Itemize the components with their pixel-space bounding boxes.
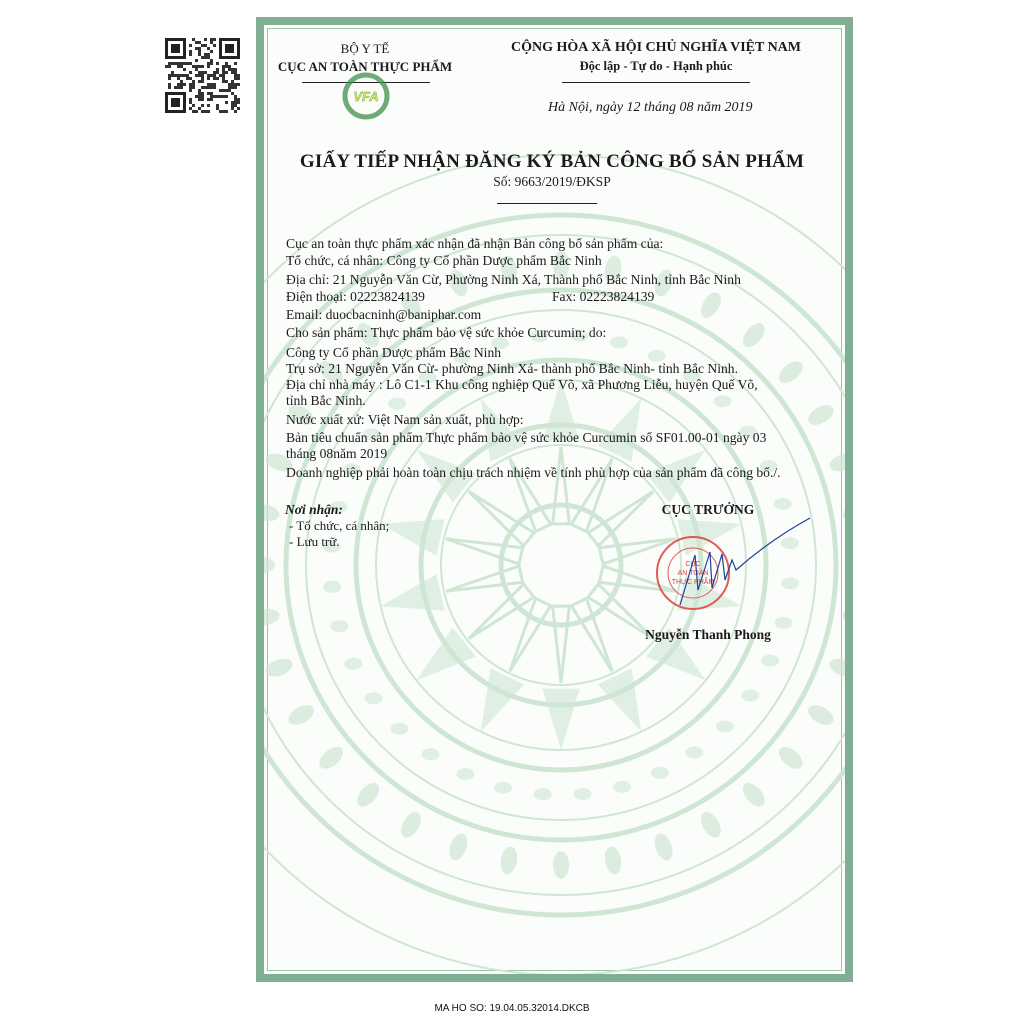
factory-address-line1: Địa chỉ nhà máy : Lô C1-1 Khu công nghiệp Quế Võ, xã Phương Liễu, huyện Quế Võ, bbox=[286, 377, 758, 392]
origin-text: Nước xuất xứ: Việt Nam sản xuất, phù hợp: bbox=[286, 412, 524, 427]
fax-text: Fax: 02223824139 bbox=[552, 289, 655, 304]
phone-text: Điện thoại: 02223824139 bbox=[286, 289, 425, 304]
intro-text: Cục an toàn thực phẩm xác nhận đã nhận Bản công bố sản phẩm của: bbox=[286, 236, 664, 251]
national-motto: Độc lập - Tự do - Hạnh phúc bbox=[579, 59, 733, 73]
organization-text: Tổ chức, cá nhân: Công ty Cổ phần Dược phẩm Bắc Ninh bbox=[286, 253, 602, 268]
title-rule bbox=[497, 203, 597, 204]
recipient-item: - Lưu trữ. bbox=[289, 534, 340, 549]
address-text: Địa chỉ: 21 Nguyễn Văn Cừ, Phường Ninh Xá, Thành phố Bắc Ninh, tỉnh Bắc Ninh bbox=[286, 272, 741, 287]
nation-name: CỘNG HÒA XÃ HỘI CHỦ NGHĨA VIỆT NAM bbox=[510, 40, 802, 55]
svg-text:VFA: VFA bbox=[353, 89, 379, 104]
head-office-text: Trụ sở: 21 Nguyễn Văn Cừ- phường Ninh Xá- thành phố Bắc Ninh- tỉnh Bắc Ninh. bbox=[286, 361, 738, 376]
factory-address-line2: tỉnh Bắc Ninh. bbox=[286, 393, 366, 408]
official-stamp bbox=[650, 510, 850, 630]
standard-line2: tháng 08năm 2019 bbox=[286, 446, 388, 461]
signer-name: Nguyễn Thanh Phong bbox=[645, 627, 771, 642]
vfa-logo bbox=[340, 70, 392, 122]
dossier-code: MA HO SO: 19.04.05.32014.DKCB bbox=[434, 1003, 590, 1014]
header-right-rule bbox=[562, 82, 750, 83]
recipients-label: Nơi nhận: bbox=[285, 502, 343, 517]
standard-line1: Bản tiêu chuẩn sản phẩm Thực phẩm bảo vệ sức khỏe Curcumin số SF01.00-01 ngày 03 bbox=[286, 430, 767, 445]
issue-date: Hà Nội, ngày 12 tháng 08 năm 2019 bbox=[548, 100, 753, 115]
svg-text:AN TOÀN: AN TOÀN bbox=[677, 570, 709, 577]
svg-text:THỰC PHẨM: THỰC PHẨM bbox=[671, 579, 715, 586]
product-text: Cho sản phẩm: Thực phẩm bảo vệ sức khỏe Curcumin; do: bbox=[286, 325, 607, 340]
agency-name: CỤC AN TOÀN THỰC PHẨM bbox=[277, 59, 453, 74]
manufacturer-text: Công ty Cổ phần Dược phẩm Bắc Ninh bbox=[286, 345, 502, 360]
ministry-name: BỘ Y TẾ bbox=[340, 41, 390, 56]
qr-code bbox=[165, 38, 240, 113]
document-number: Số: 9663/2019/ĐKSP bbox=[493, 174, 611, 189]
document-title: GIẤY TIẾP NHẬN ĐĂNG KÝ BẢN CÔNG BỐ SẢN PHẨM bbox=[299, 151, 805, 172]
email-text: Email: duocbacninh@baniphar.com bbox=[286, 307, 482, 322]
responsibility-text: Doanh nghiệp phải hoàn toàn chịu trách nhiệm về tính phù hợp của sản phẩm đã công bố./. bbox=[286, 465, 781, 480]
signer-title: CỤC TRƯỞNG bbox=[661, 502, 755, 517]
svg-text:CỤC: CỤC bbox=[685, 561, 701, 568]
recipient-item: - Tổ chức, cá nhân; bbox=[289, 518, 390, 533]
